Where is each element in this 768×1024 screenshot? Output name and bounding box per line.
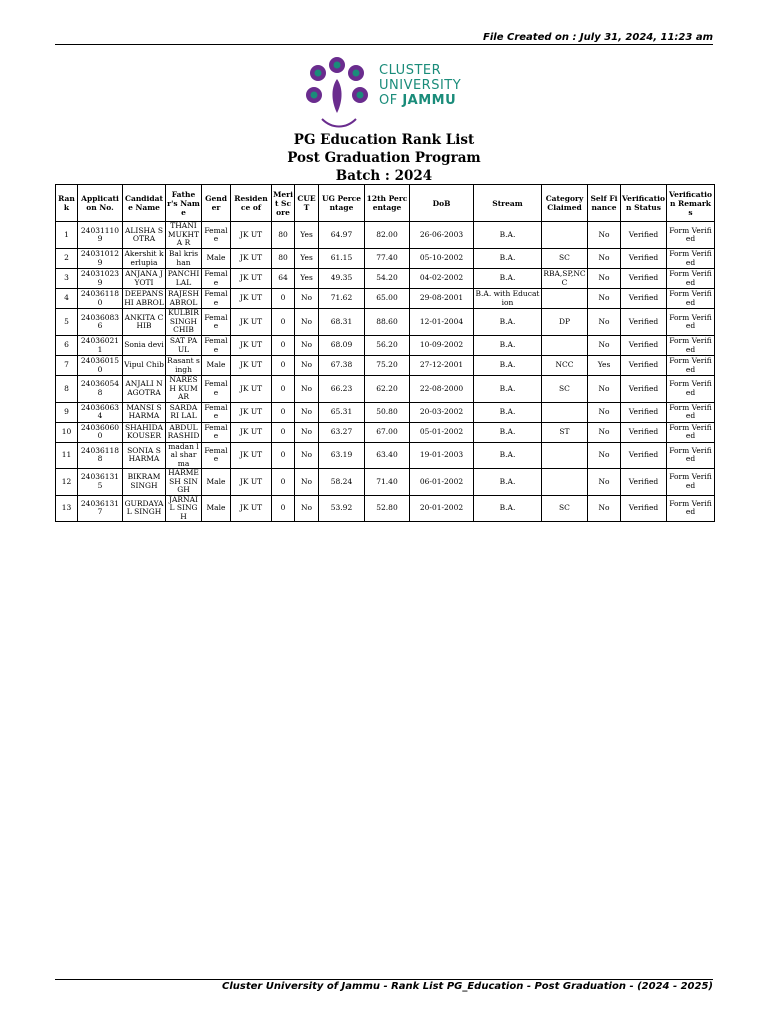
table-cell: Yes — [295, 269, 319, 289]
table-cell: Verified — [621, 269, 667, 289]
table-cell: 240361317 — [78, 495, 123, 522]
table-cell: Form Verified — [667, 249, 715, 269]
table-cell: 240360150 — [78, 356, 123, 376]
table-cell: JK UT — [231, 469, 272, 496]
logo-line-cluster: CLUSTER — [379, 63, 442, 78]
table-cell: Form Verified — [667, 356, 715, 376]
table-cell: B.A. — [474, 356, 542, 376]
table-cell: SHAHIDA KOUSER — [123, 422, 166, 442]
column-header: Gender — [202, 185, 231, 222]
table-cell: 9 — [56, 402, 78, 422]
table-cell: Female — [202, 309, 231, 336]
table-cell: No — [295, 356, 319, 376]
peacock-emblem-icon — [302, 55, 378, 135]
table-cell: JK UT — [231, 442, 272, 469]
table-cell: KULBIR SINGH CHIB — [166, 309, 202, 336]
table-cell: B.A. — [474, 249, 542, 269]
table-cell: MANSI SHARMA — [123, 402, 166, 422]
table-cell: 63.19 — [319, 442, 365, 469]
table-cell: Male — [202, 356, 231, 376]
table-cell: ANJALI NAGOTRA — [123, 376, 166, 403]
table-cell: B.A. — [474, 269, 542, 289]
table-cell: SC — [542, 376, 588, 403]
table-cell: No — [588, 376, 621, 403]
column-header: Father's Name — [166, 185, 202, 222]
table-row — [56, 336, 715, 356]
title-batch: Batch : 2024 — [335, 168, 433, 184]
table-cell: 240360600 — [78, 422, 123, 442]
table-cell: 19-01-2003 — [410, 442, 474, 469]
table-cell: ANJANA JYOTI — [123, 269, 166, 289]
table-cell: 3 — [56, 269, 78, 289]
table-cell — [542, 336, 588, 356]
table-cell: 1 — [56, 222, 78, 249]
table-cell: No — [295, 442, 319, 469]
column-header: Candidate Name — [123, 185, 166, 222]
table-cell: Form Verified — [667, 289, 715, 309]
table-cell: 04-02-2002 — [410, 269, 474, 289]
table-cell: 49.35 — [319, 269, 365, 289]
table-cell: 20-03-2002 — [410, 402, 474, 422]
table-cell: 53.92 — [319, 495, 365, 522]
table-cell: 8 — [56, 376, 78, 403]
table-cell: Verified — [621, 422, 667, 442]
column-header: Self Finance — [588, 185, 621, 222]
table-cell: JK UT — [231, 336, 272, 356]
table-cell: Verified — [621, 469, 667, 496]
table-cell: 56.20 — [365, 336, 410, 356]
table-cell: ABDUL RASHID — [166, 422, 202, 442]
table-cell: 22-08-2000 — [410, 376, 474, 403]
table-cell: Form Verified — [667, 442, 715, 469]
title-program: Post Graduation Program — [287, 150, 481, 166]
table-cell: JK UT — [231, 222, 272, 249]
table-cell: No — [588, 289, 621, 309]
table-row — [56, 422, 715, 442]
table-cell: 65.00 — [365, 289, 410, 309]
table-cell: 62.20 — [365, 376, 410, 403]
table-cell: 4 — [56, 289, 78, 309]
table-cell: Male — [202, 469, 231, 496]
table-cell: 0 — [272, 336, 295, 356]
column-header: Verification Status — [621, 185, 667, 222]
table-cell: 10 — [56, 422, 78, 442]
table-cell: 0 — [272, 442, 295, 469]
column-header: 12th Percentage — [365, 185, 410, 222]
column-header: CUET — [295, 185, 319, 222]
table-cell: HARMESH SINGH — [166, 469, 202, 496]
table-cell: 7 — [56, 356, 78, 376]
table-cell: BIKRAM SINGH — [123, 469, 166, 496]
table-cell: GURDAYAL SINGH — [123, 495, 166, 522]
table-cell: 54.20 — [365, 269, 410, 289]
title-rank-list: PG Education Rank List — [293, 132, 475, 148]
table-cell: 58.24 — [319, 469, 365, 496]
table-cell: No — [295, 336, 319, 356]
table-cell: 06-01-2002 — [410, 469, 474, 496]
table-cell: 68.31 — [319, 309, 365, 336]
university-logo — [302, 55, 472, 135]
column-header: DoB — [410, 185, 474, 222]
logo-line-of-jammu: OF JAMMU — [379, 93, 457, 108]
table-cell: 0 — [272, 422, 295, 442]
table-cell: No — [588, 469, 621, 496]
table-cell: Male — [202, 495, 231, 522]
table-cell: 71.62 — [319, 289, 365, 309]
table-cell: 61.15 — [319, 249, 365, 269]
table-cell: Bal krishan — [166, 249, 202, 269]
table-row — [56, 356, 715, 376]
table-cell: Verified — [621, 442, 667, 469]
table-cell: RBA,SP,NCC — [543, 269, 586, 287]
table-cell: Female — [202, 336, 231, 356]
table-cell: SONIA SHARMA — [123, 442, 166, 469]
table-cell: 2 — [56, 249, 78, 269]
table-cell: 240360634 — [78, 402, 123, 422]
table-cell: No — [588, 422, 621, 442]
table-cell: JK UT — [231, 356, 272, 376]
table-cell: 13 — [56, 495, 78, 522]
table-cell: ALISHA SOTRA — [123, 222, 166, 249]
table-cell: 0 — [272, 376, 295, 403]
table-header-row — [56, 185, 715, 222]
table-cell: 5 — [56, 309, 78, 336]
table-cell: Form Verified — [667, 222, 715, 249]
table-row — [56, 495, 715, 522]
table-cell: 11 — [56, 442, 78, 469]
table-cell: SAT PAUL — [166, 336, 202, 356]
table-cell: Verified — [621, 376, 667, 403]
column-header: UG Percentage — [319, 185, 365, 222]
table-cell: No — [295, 495, 319, 522]
table-cell: Verified — [621, 222, 667, 249]
table-cell: NARESH KUMAR — [166, 376, 202, 403]
table-cell: Form Verified — [667, 376, 715, 403]
table-row — [56, 249, 715, 269]
table-cell: 0 — [272, 495, 295, 522]
table-cell: Male — [202, 249, 231, 269]
table-cell: 67.38 — [319, 356, 365, 376]
table-cell: madan lal sharma — [166, 442, 202, 469]
table-cell: B.A. — [474, 495, 542, 522]
table-cell: No — [588, 442, 621, 469]
table-cell: 240360548 — [78, 376, 123, 403]
table-cell: 0 — [272, 309, 295, 336]
table-cell: 67.00 — [365, 422, 410, 442]
table-cell: JK UT — [231, 269, 272, 289]
table-cell: Form Verified — [667, 309, 715, 336]
table-cell: 240310129 — [78, 249, 123, 269]
table-cell: No — [588, 249, 621, 269]
file-created-header: File Created on : July 31, 2024, 11:23 am — [55, 32, 713, 45]
table-cell: THANI MUKHTA R — [166, 222, 202, 249]
table-row — [56, 376, 715, 403]
column-header: Category Claimed — [542, 185, 588, 222]
table-cell: 63.40 — [365, 442, 410, 469]
table-cell: Form Verified — [667, 495, 715, 522]
table-cell: JK UT — [231, 376, 272, 403]
table-cell: Verified — [621, 249, 667, 269]
table-cell: 240311109 — [78, 222, 123, 249]
table-cell: No — [588, 402, 621, 422]
table-cell: 75.20 — [365, 356, 410, 376]
table-cell: No — [295, 309, 319, 336]
table-cell — [542, 469, 588, 496]
table-cell: JK UT — [231, 249, 272, 269]
table-cell — [542, 289, 588, 309]
table-cell: Female — [202, 222, 231, 249]
table-cell: 50.80 — [365, 402, 410, 422]
table-cell: 65.31 — [319, 402, 365, 422]
table-cell: 80 — [272, 222, 295, 249]
table-cell: 63.27 — [319, 422, 365, 442]
table-cell: No — [295, 469, 319, 496]
table-cell: 64 — [272, 269, 295, 289]
table-cell: No — [295, 402, 319, 422]
footer-text: Cluster University of Jammu - Rank List PG_Education - Post Graduation - (2024 - 2025) — [55, 979, 713, 992]
table-cell: Verified — [621, 402, 667, 422]
table-cell: JK UT — [231, 289, 272, 309]
table-cell: B.A. — [474, 402, 542, 422]
table-cell: Female — [202, 442, 231, 469]
table-cell: Form Verified — [667, 402, 715, 422]
table-cell: PANCHI LAL — [166, 269, 202, 289]
table-cell: Yes — [295, 249, 319, 269]
table-cell: 240361315 — [78, 469, 123, 496]
table-row — [56, 469, 715, 496]
table-cell: B.A. — [474, 469, 542, 496]
table-cell: NCC — [542, 356, 588, 376]
table-cell: No — [295, 422, 319, 442]
table-cell: B.A. — [474, 422, 542, 442]
table-row — [56, 289, 715, 309]
table-cell: B.A. — [474, 336, 542, 356]
table-cell: 05-10-2002 — [410, 249, 474, 269]
table-cell: Female — [202, 269, 231, 289]
table-cell: SC — [542, 495, 588, 522]
table-cell: 52.80 — [365, 495, 410, 522]
table-cell: Akershit kerlupia — [124, 249, 164, 267]
table-cell: 71.40 — [365, 469, 410, 496]
table-cell: Yes — [295, 222, 319, 249]
table-cell: No — [588, 495, 621, 522]
table-cell: 240360836 — [78, 309, 123, 336]
table-cell: JK UT — [231, 309, 272, 336]
table-cell: ST — [542, 422, 588, 442]
logo-line-university: UNIVERSITY — [379, 78, 462, 93]
table-cell: Rasant singh — [167, 356, 200, 374]
table-cell: SC — [542, 249, 588, 269]
table-cell: DEEPANSHI ABROL — [124, 289, 164, 307]
column-header: Residence of — [231, 185, 272, 222]
logo-wordmark — [379, 63, 461, 108]
table-cell: Yes — [588, 356, 621, 376]
table-cell: Female — [202, 289, 231, 309]
table-cell: 88.60 — [365, 309, 410, 336]
table-cell: No — [295, 376, 319, 403]
table-cell: 20-01-2002 — [410, 495, 474, 522]
table-cell: B.A. — [474, 376, 542, 403]
table-cell: B.A. — [474, 222, 542, 249]
table-cell: JK UT — [231, 402, 272, 422]
table-cell: 80 — [272, 249, 295, 269]
table-cell: Form Verified — [667, 336, 715, 356]
table-cell: Verified — [621, 309, 667, 336]
table-cell: 240361180 — [78, 289, 123, 309]
table-row — [56, 309, 715, 336]
table-row — [56, 269, 715, 289]
table-cell: Form Verified — [667, 422, 715, 442]
table-cell: 64.97 — [319, 222, 365, 249]
table-cell: 27-12-2001 — [410, 356, 474, 376]
table-cell: B.A. — [474, 309, 542, 336]
table-cell: 82.00 — [365, 222, 410, 249]
table-body — [56, 222, 715, 522]
table-cell: JARNAIL SINGH — [166, 495, 202, 522]
table-cell: 240360211 — [78, 336, 123, 356]
table-cell: Vipul Chib — [123, 356, 166, 376]
table-cell: B.A. — [474, 442, 542, 469]
column-header: Verification Remarks — [667, 185, 715, 222]
rank-list-table — [55, 184, 715, 522]
table-cell: Form Verified — [667, 269, 715, 289]
table-cell: 77.40 — [365, 249, 410, 269]
table-cell: 10-09-2002 — [410, 336, 474, 356]
table-cell: Verified — [621, 336, 667, 356]
table-cell: ANKITA CHIB — [123, 309, 166, 336]
table-cell: JK UT — [231, 422, 272, 442]
column-header: Rank — [56, 185, 78, 222]
table-cell: No — [295, 289, 319, 309]
table-cell: Sonia devi — [123, 336, 166, 356]
column-header: Application No. — [78, 185, 123, 222]
table-cell: No — [588, 309, 621, 336]
table-cell: Verified — [621, 289, 667, 309]
table-cell: Verified — [621, 495, 667, 522]
table-cell: 12 — [56, 469, 78, 496]
table-row — [56, 402, 715, 422]
table-cell: 0 — [272, 289, 295, 309]
table-cell: JK UT — [231, 495, 272, 522]
table-cell: 05-01-2002 — [410, 422, 474, 442]
table-cell — [542, 222, 588, 249]
table-cell: 12-01-2004 — [410, 309, 474, 336]
table-cell: Verified — [621, 356, 667, 376]
table-cell: Female — [202, 376, 231, 403]
table-cell: No — [588, 222, 621, 249]
table-row — [56, 442, 715, 469]
table-cell: DP — [542, 309, 588, 336]
table-cell: 0 — [272, 402, 295, 422]
table-cell: 29-08-2001 — [410, 289, 474, 309]
table-row — [56, 222, 715, 249]
table-cell: RAJESH ABROL — [166, 289, 202, 309]
table-cell: B.A. with Education — [474, 289, 542, 309]
table-cell — [542, 402, 588, 422]
column-header: Stream — [474, 185, 542, 222]
table-cell: 68.09 — [319, 336, 365, 356]
column-header: Merit Score — [272, 185, 295, 222]
table-cell: 26-06-2003 — [410, 222, 474, 249]
table-cell: Female — [202, 422, 231, 442]
table-cell: Female — [202, 402, 231, 422]
table-cell — [542, 442, 588, 469]
table-cell: SARDARI LAL — [166, 402, 202, 422]
table-cell: No — [588, 269, 621, 289]
table-cell: No — [588, 336, 621, 356]
table-cell: 0 — [272, 469, 295, 496]
table-cell: 6 — [56, 336, 78, 356]
document-titles — [0, 131, 768, 185]
table-cell: 240310239 — [78, 269, 123, 289]
table-cell: Form Verified — [667, 469, 715, 496]
table-cell: 240361188 — [78, 442, 123, 469]
table-cell: 0 — [272, 356, 295, 376]
table-cell: 66.23 — [319, 376, 365, 403]
